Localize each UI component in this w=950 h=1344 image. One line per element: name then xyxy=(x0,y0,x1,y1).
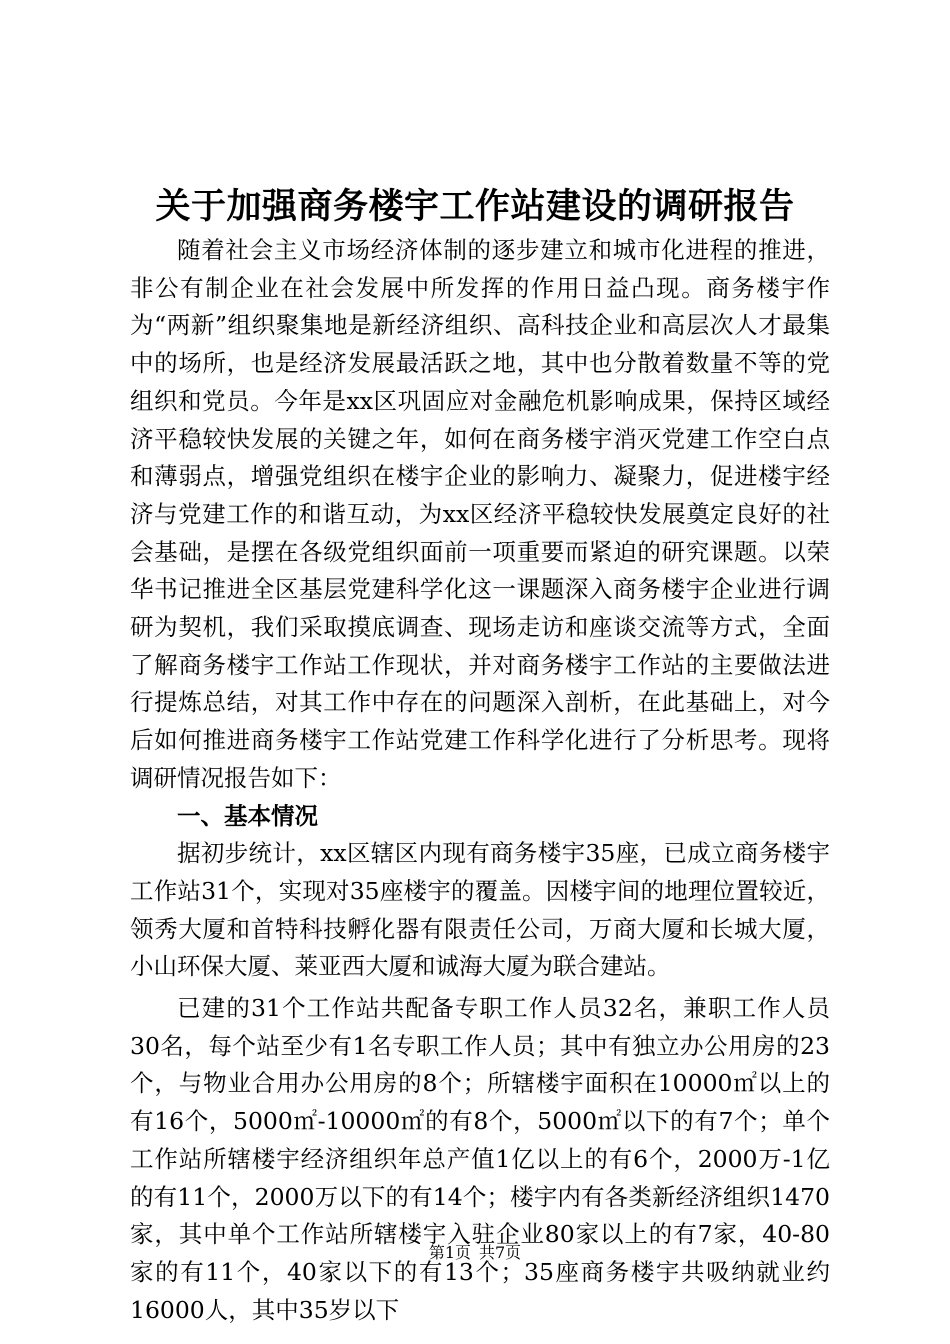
page-number-current: 第1页 xyxy=(428,1243,471,1262)
intro-paragraph: 随着社会主义市场经济体制的逐步建立和城市化进程的推进，非公有制企业在社会发展中所发挥的作用日益凸现。商务楼宇作为“两新”组织聚集地是新经济组织、高科技企业和高层次人才最集中的场所，也是经济发展最活跃之地，其中也分散着数量不等的党组织和党员。今年是xx区巩固应对金融危机影响成果，保持区域经济平稳较快发展的关键之年，如何在商务楼宇消灭党建工作空白点和薄弱点，增强党组织在楼宇企业的影响力、凝聚力，促进楼宇经济与党建工作的和谐互动，为xx区经济平稳较快发展奠定良好的社会基础，是摆在各级党组织面前一项重要而紧迫的研究课题。以荣华书记推进全区基层党建科学化这一课题深入商务楼宇企业进行调研为契机，我们采取摸底调查、现场走访和座谈交流等方式，全面了解商务楼宇工作站工作现状，并对商务楼宇工作站的主要做法进行提炼总结，对其工作中存在的问题深入剖析，在此基础上，对今后如何推进商务楼宇工作站党建工作科学化进行了分析思考。现将调研情况报告如下： xyxy=(130,236,830,792)
page-number-total: 共7页 xyxy=(479,1243,522,1262)
document-body xyxy=(130,232,830,1329)
section1-paragraph-1: 据初步统计，xx区辖区内现有商务楼宇35座，已成立商务楼宇工作站31个，实现对35座楼宇的覆盖。因楼宇间的地理位置较近，领秀大厦和首特科技孵化器有限责任公司，万商大厦和长城大厦，小山环保大厦、莱亚西大厦和诚海大厦为联合建站。 xyxy=(130,839,830,981)
document-title: 关于加强商务楼宇工作站建设的调研报告 xyxy=(155,186,795,227)
section1-paragraph-2: 已建的31个工作站共配备专职工作人员32名，兼职工作人员30名，每个站至少有1名专职工作人员；其中有独立办公用房的23个，与物业合用办公用房的8个；所辖楼宇面积在10000㎡以上的有16个，5000㎡-10000㎡的有8个，5000㎡以下的有7个；单个工作站所辖楼宇经济组织年总产值1亿以上的有6个，2000万-1亿的有11个，2000万以下的有14个；楼宇内有各类新经济组织1470家，其中单个工作站所辖楼宇入驻企业80家以上的有7家，40-80家的有11个，40家以下的有13个；35座商务楼宇共吸纳就业约16000人，其中35岁以下 xyxy=(130,994,830,1324)
section-heading-basic-situation: 一、基本情况 xyxy=(177,801,318,830)
page-footer xyxy=(0,1242,950,1264)
